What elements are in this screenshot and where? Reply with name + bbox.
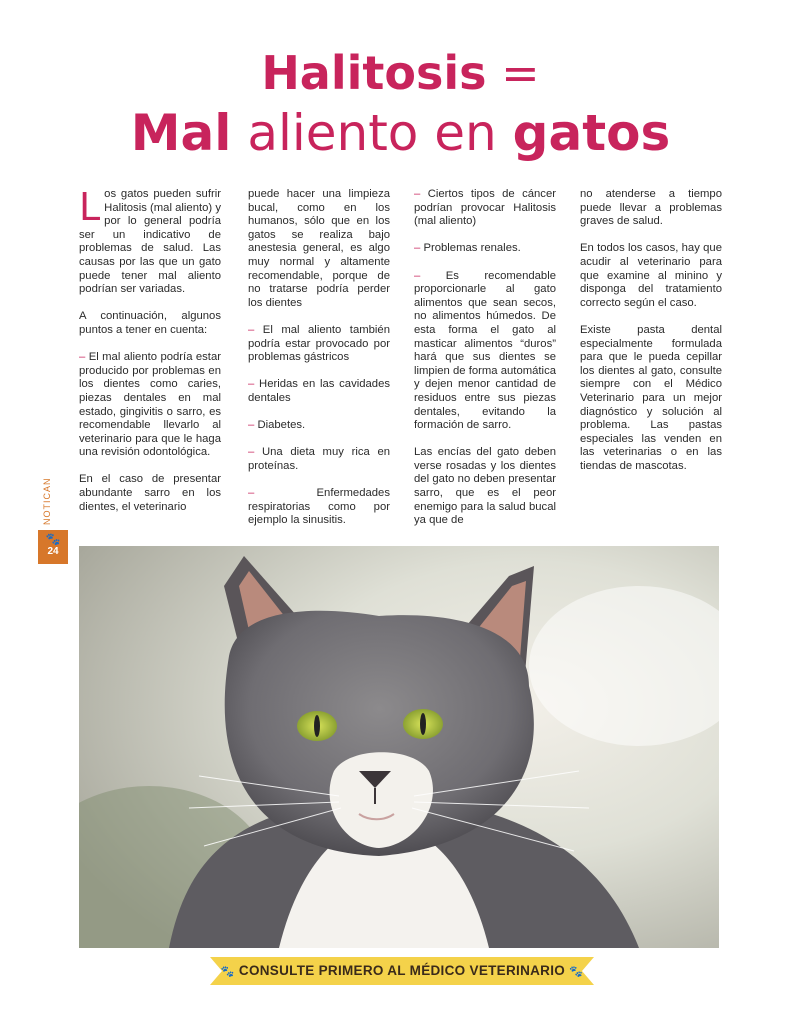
page-number: 24 bbox=[47, 546, 59, 557]
paragraph: – Es recomendable proporcionarle al gato alimentos que sean secos, no alimentos húmedos. De esta forma el gato al masticar alimentos “duros” hará que sus dientes se limpien de forma automática y dejen menor cantidad de residuos entre sus piezas dentales, evitando la formación de sarro. bbox=[414, 269, 557, 432]
paragraph: En el caso de presentar abundante sarro en los dientes, el veterinario bbox=[79, 473, 221, 513]
text-column-1 bbox=[79, 185, 221, 528]
paragraph: – Una dieta muy rica en proteínas. bbox=[248, 446, 391, 472]
paragraph: Existe pasta dental especialmente formulada para que le pueda cepillar los dientes al gato, consulte siempre con el Médico Veterinario para un mejor diagnóstico y solución al problema. Las pastas especiales las venden en las veterinarias o en las tiendas de mascotas. bbox=[580, 323, 722, 472]
paragraph: – Ciertos tipos de cáncer podrían provocar Halitosis (mal aliento) bbox=[414, 188, 556, 228]
banner-text: CONSULTE PRIMERO AL MÉDICO VETERINARIO bbox=[238, 963, 566, 978]
text-column-3 bbox=[414, 188, 556, 541]
paw-icon: 🐾 bbox=[569, 966, 584, 978]
title-word-mal: Mal bbox=[130, 104, 232, 162]
title-word-halitosis: Halitosis bbox=[261, 46, 487, 100]
paragraph: Los gatos pueden sufrir Halitosis (mal aliento) y por lo general podría ser un indicativo de problemas de salud. Las causas por las que un gato puede tener mal aliento podrían ser variadas. bbox=[79, 185, 221, 296]
paw-icon: 🐾 bbox=[220, 966, 235, 978]
article-title bbox=[0, 44, 801, 164]
cat-photo bbox=[79, 546, 719, 948]
paragraph: – Enfermedades respiratorias como por ejemplo la sinusitis. bbox=[248, 487, 390, 527]
paragraph: puede hacer una limpieza bucal, como en los humanos, sólo que en los gatos se realiza bajo anestesia general, es algo muy normal y altamente recomendable, porque de no tratarse podría perder los dientes bbox=[248, 188, 390, 309]
paragraph: – Heridas en las cavidades dentales bbox=[248, 378, 391, 404]
paragraph: no atenderse a tiempo puede llevar a problemas graves de salud. bbox=[580, 188, 722, 228]
paragraph: – El mal aliento también podría estar provocado por problemas gástricos bbox=[248, 323, 390, 364]
text-column-2 bbox=[248, 188, 390, 541]
paragraph: Las encías del gato deben verse rosadas y los dientes del gato no deben presentar sarro, que es el peor enemigo para la salud bucal ya que de bbox=[414, 446, 556, 527]
title-word-gatos: gatos bbox=[512, 104, 671, 162]
page-number-badge bbox=[38, 530, 68, 564]
drop-cap: L bbox=[79, 185, 101, 229]
paragraph: – Diabetes. bbox=[248, 419, 306, 432]
text-column-4 bbox=[580, 188, 722, 487]
paw-icon: 🐾 bbox=[45, 532, 61, 546]
paragraph: – El mal aliento podría estar producido por problemas en los dientes como caries, piezas dentales en mal estado, gingivitis o sarro, es recomendable llevarlo al veterinario para que le haga una revisión odontológica. bbox=[79, 351, 221, 459]
magazine-label: NOTICAN bbox=[42, 477, 52, 525]
paragraph: A continuación, algunos puntos a tener en cuenta: bbox=[79, 310, 221, 336]
title-word-aliento: aliento en bbox=[247, 104, 497, 162]
paragraph: – Problemas renales. bbox=[414, 242, 521, 255]
title-equals: = bbox=[501, 46, 540, 100]
paragraph: En todos los casos, hay que acudir al veterinario para que examine al minino y disponga del tratamiento correcto según el caso. bbox=[580, 242, 722, 309]
advice-banner bbox=[210, 957, 594, 985]
